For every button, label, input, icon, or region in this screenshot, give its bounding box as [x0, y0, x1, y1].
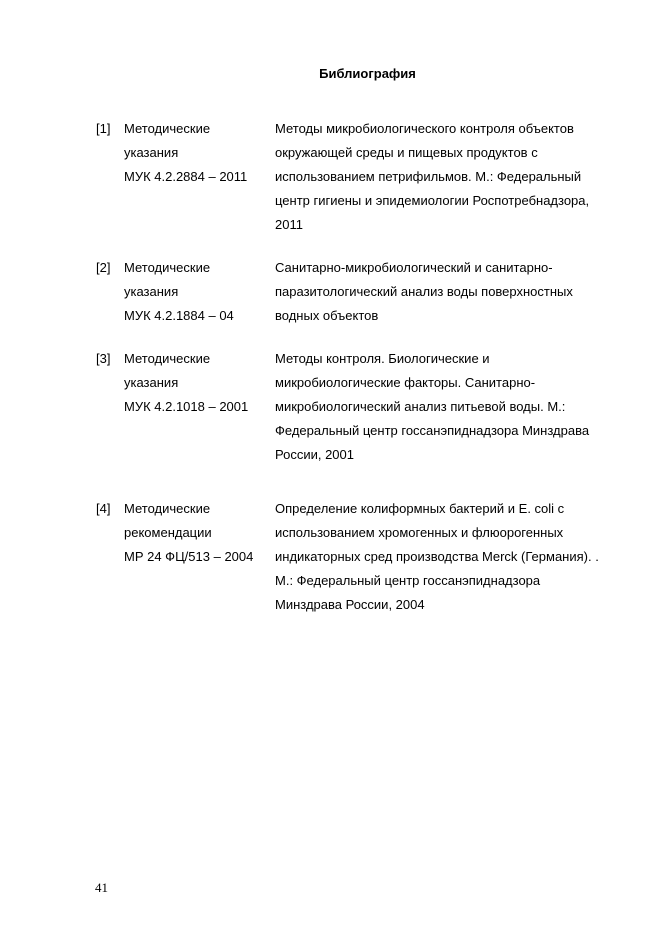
reference-code: МУК 4.2.1884 – 04 — [124, 308, 234, 323]
reference-entry — [0, 497, 661, 627]
reference-number: [4] — [96, 501, 111, 516]
reference-number: [2] — [96, 260, 111, 275]
reference-description — [275, 117, 620, 237]
description-line: использованием петрифильмов. М.: Федеральный — [275, 169, 582, 184]
reference-type-line: Методические — [124, 351, 211, 366]
reference-entry — [0, 347, 661, 477]
description-line: центр гигиены и эпидемиологии Роспотребнадзора, — [275, 193, 590, 208]
reference-type-line: Методические — [124, 121, 211, 136]
reference-type-line: указания — [124, 375, 179, 390]
reference-type-line: рекомендации — [124, 525, 212, 540]
reference-description — [275, 347, 620, 467]
reference-number: [1] — [96, 121, 111, 136]
reference-type-line: указания — [124, 145, 179, 160]
reference-entry — [0, 117, 661, 247]
reference-type-line: Методические — [124, 260, 211, 275]
description-line: микробиологический анализ питьевой воды. М.: — [275, 399, 566, 414]
reference-code: МУК 4.2.2884 – 2011 — [124, 169, 248, 184]
reference-type — [124, 256, 269, 328]
description-line: Методы контроля. Биологические и — [275, 351, 490, 366]
reference-type-line: Методические — [124, 501, 211, 516]
description-line: индикаторных сред производства Merck (Германия). . — [275, 549, 599, 564]
page-title: Библиография — [319, 66, 416, 81]
reference-type-line: указания — [124, 284, 179, 299]
description-line: Санитарно-микробиологический и санитарно- — [275, 260, 553, 275]
reference-description — [275, 497, 620, 617]
description-line: окружающей среды и пищевых продуктов с — [275, 145, 538, 160]
reference-description — [275, 256, 620, 328]
reference-type — [124, 497, 269, 569]
description-line: Минздрава России, 2004 — [275, 597, 425, 612]
description-line: России, 2001 — [275, 447, 354, 462]
description-line: 2011 — [275, 217, 303, 232]
description-line: водных объектов — [275, 308, 379, 323]
reference-code: МУК 4.2.1018 – 2001 — [124, 399, 249, 414]
description-line: Определение колиформных бактерий и E. coli с — [275, 501, 565, 516]
page-number: 41 — [95, 880, 108, 895]
reference-type — [124, 117, 269, 189]
reference-type — [124, 347, 269, 419]
description-line: Федеральный центр госсанэпиднадзора Минздрава — [275, 423, 590, 438]
description-line: паразитологический анализ воды поверхностных — [275, 284, 573, 299]
description-line: Методы микробиологического контроля объектов — [275, 121, 574, 136]
reference-code: МР 24 ФЦ/513 – 2004 — [124, 549, 254, 564]
description-line: использованием хромогенных и флюорогенных — [275, 525, 564, 540]
description-line: микробиологические факторы. Санитарно- — [275, 375, 536, 390]
reference-number: [3] — [96, 351, 111, 366]
description-line: М.: Федеральный центр госсанэпиднадзора — [275, 573, 541, 588]
